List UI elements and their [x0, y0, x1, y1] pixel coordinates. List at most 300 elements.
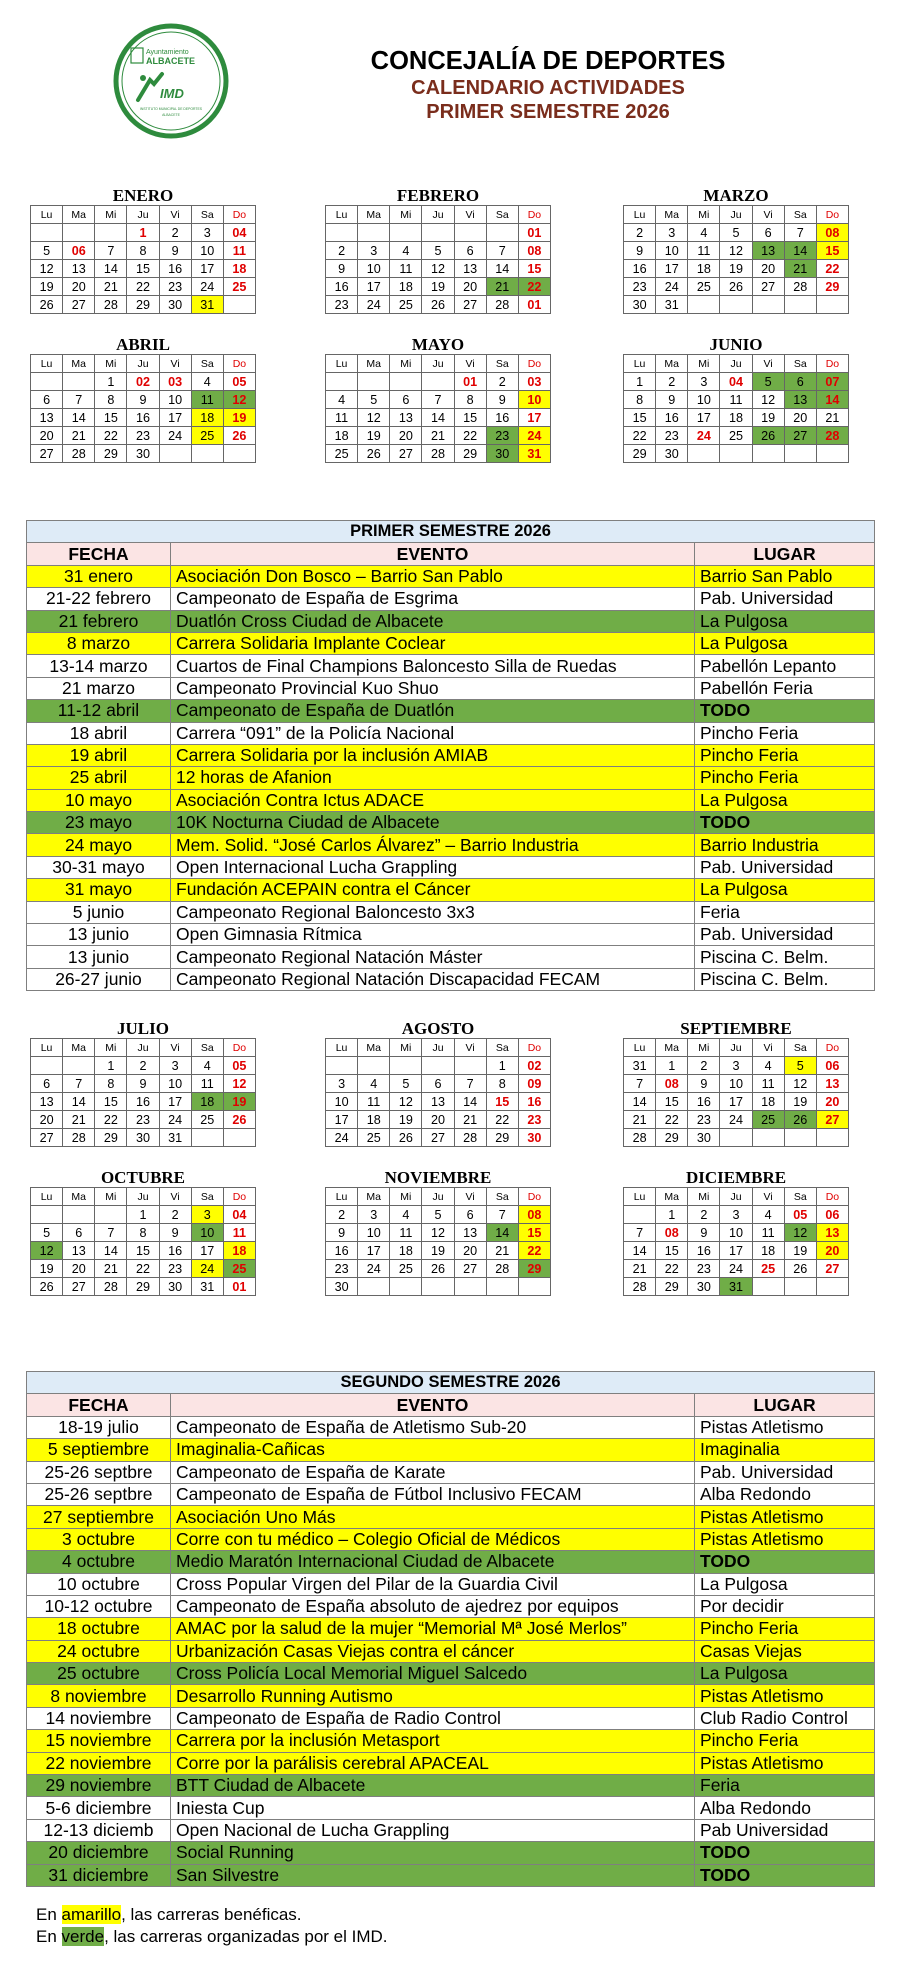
month-name: DICIEMBRE: [685, 1168, 787, 1187]
day-cell: 14: [816, 391, 848, 409]
day-cell: 12: [31, 1242, 63, 1260]
day-cell: 18: [223, 1242, 255, 1260]
day-cell: 21: [816, 409, 848, 427]
day-cell: [816, 1129, 848, 1147]
day-header: Ju: [127, 355, 159, 373]
day-cell: 11: [752, 1075, 784, 1093]
day-cell: 6: [422, 1075, 454, 1093]
day-cell: 17: [191, 260, 223, 278]
day-cell: 29: [656, 1129, 688, 1147]
day-cell: 08: [518, 1206, 550, 1224]
day-cell: 3: [191, 1206, 223, 1224]
column-header: EVENTO: [171, 1394, 695, 1416]
day-cell: 18: [191, 409, 223, 427]
table-row: [27, 1640, 875, 1662]
day-cell: 16: [159, 260, 191, 278]
cell-evento: Duatlón Cross Ciudad de Albacete: [171, 610, 695, 632]
day-cell: 30: [486, 445, 518, 463]
day-cell: 24: [191, 278, 223, 296]
month-name: FEBRERO: [396, 186, 480, 205]
day-cell: 20: [816, 1242, 848, 1260]
day-cell: 24: [159, 1111, 191, 1129]
day-cell: 6: [784, 373, 816, 391]
day-cell: 9: [127, 391, 159, 409]
day-cell: 15: [656, 1093, 688, 1111]
day-cell: 26: [31, 296, 63, 314]
cell-lugar: Pabellón Feria: [695, 677, 875, 699]
cell-evento: Campeonato de España absoluto de ajedrez por equipos: [171, 1595, 695, 1617]
day-cell: [784, 1129, 816, 1147]
day-cell: 23: [159, 278, 191, 296]
day-header: Do: [223, 355, 255, 373]
day-cell: 16: [656, 409, 688, 427]
day-cell: 30: [127, 1129, 159, 1147]
day-cell: 14: [454, 1093, 486, 1111]
day-cell: 4: [688, 224, 720, 242]
cell-evento: Cross Popular Virgen del Pilar de la Guardia Civil: [171, 1573, 695, 1595]
day-cell: 22: [127, 1260, 159, 1278]
day-cell: 13: [31, 409, 63, 427]
day-cell: 14: [624, 1242, 656, 1260]
day-cell: [63, 1206, 95, 1224]
day-cell: 25: [688, 278, 720, 296]
day-cell: 11: [752, 1224, 784, 1242]
day-cell: 15: [95, 1093, 127, 1111]
day-cell: 1: [127, 224, 159, 242]
day-cell: 5: [422, 1206, 454, 1224]
day-cell: 24: [358, 1260, 390, 1278]
day-cell: 21: [63, 427, 95, 445]
cell-fecha: 8 marzo: [27, 632, 171, 654]
day-cell: 22: [518, 1242, 550, 1260]
day-cell: 10: [191, 1224, 223, 1242]
day-cell: 5: [390, 1075, 422, 1093]
day-cell: 27: [63, 296, 95, 314]
day-header: Do: [223, 1039, 255, 1057]
day-cell: 23: [518, 1111, 550, 1129]
day-cell: 1: [656, 1057, 688, 1075]
day-cell: 11: [223, 242, 255, 260]
cell-fecha: 18 abril: [27, 722, 171, 744]
cell-evento: Campeonato Regional Natación Discapacidad FECAM: [171, 968, 695, 990]
day-cell: 7: [624, 1224, 656, 1242]
day-cell: 31: [656, 296, 688, 314]
cell-lugar: Club Radio Control: [695, 1707, 875, 1729]
day-cell: 1: [95, 1057, 127, 1075]
cell-evento: Corre por la parálisis cerebral APACEAL: [171, 1752, 695, 1774]
day-cell: 9: [326, 1224, 358, 1242]
cell-evento: BTT Ciudad de Albacete: [171, 1775, 695, 1797]
day-cell: 31: [159, 1129, 191, 1147]
column-header: FECHA: [27, 1394, 171, 1416]
day-cell: [191, 1129, 223, 1147]
day-cell: 27: [454, 1260, 486, 1278]
calendar-junio: [623, 336, 849, 463]
cell-lugar: Pistas Atletismo: [695, 1528, 875, 1550]
day-cell: 7: [454, 1075, 486, 1093]
day-cell: 21: [63, 1111, 95, 1129]
day-cell: 17: [326, 1111, 358, 1129]
cell-evento: Social Running: [171, 1842, 695, 1864]
day-cell: 15: [816, 242, 848, 260]
day-cell: 20: [454, 1242, 486, 1260]
logo-line3: IMD: [160, 86, 184, 101]
cell-fecha: 21 febrero: [27, 610, 171, 632]
day-header: Ma: [358, 1039, 390, 1057]
day-cell: 27: [784, 427, 816, 445]
day-cell: 02: [518, 1057, 550, 1075]
day-cell: 13: [63, 260, 95, 278]
day-cell: 25: [223, 1260, 255, 1278]
day-cell: 3: [358, 242, 390, 260]
day-header: Sa: [486, 355, 518, 373]
cell-evento: Campeonato de España de Atletismo Sub-20: [171, 1416, 695, 1438]
table-row: [27, 632, 875, 654]
day-cell: 7: [624, 1075, 656, 1093]
day-header: Vi: [752, 1188, 784, 1206]
day-cell: 25: [223, 278, 255, 296]
day-cell: 25: [390, 1260, 422, 1278]
cell-fecha: 25-26 septbre: [27, 1483, 171, 1505]
day-header: Sa: [486, 206, 518, 224]
day-cell: 08: [656, 1224, 688, 1242]
cell-fecha: 27 septiembre: [27, 1506, 171, 1528]
cell-evento: Campeonato de España de Esgrima: [171, 588, 695, 610]
day-cell: 9: [127, 1075, 159, 1093]
day-header: Mi: [390, 355, 422, 373]
day-cell: 20: [422, 1111, 454, 1129]
day-cell: 12: [31, 260, 63, 278]
day-cell: 28: [624, 1129, 656, 1147]
day-cell: 12: [784, 1075, 816, 1093]
day-cell: [816, 445, 848, 463]
day-cell: 12: [784, 1224, 816, 1242]
cell-evento: Campeonato de España de Karate: [171, 1461, 695, 1483]
day-cell: 3: [720, 1206, 752, 1224]
cell-lugar: Barrio Industria: [695, 834, 875, 856]
day-cell: 13: [454, 260, 486, 278]
cell-evento: Asociación Uno Más: [171, 1506, 695, 1528]
day-cell: 4: [358, 1075, 390, 1093]
table-row: [27, 677, 875, 699]
day-cell: 26: [784, 1260, 816, 1278]
cell-lugar: Feria: [695, 901, 875, 923]
day-cell: 04: [223, 224, 255, 242]
logo-line1: Ayuntamiento: [146, 49, 189, 56]
day-cell: 27: [422, 1129, 454, 1147]
day-cell: 30: [326, 1278, 358, 1296]
day-cell: 25: [390, 296, 422, 314]
day-cell: [223, 296, 255, 314]
cell-evento: Open Gimnasia Rítmica: [171, 924, 695, 946]
day-header: Vi: [752, 206, 784, 224]
cell-fecha: 10 mayo: [27, 789, 171, 811]
table-row: [27, 812, 875, 834]
day-header: Mi: [95, 1188, 127, 1206]
cell-lugar: Pincho Feria: [695, 722, 875, 744]
day-cell: 19: [784, 1093, 816, 1111]
day-cell: 14: [95, 1242, 127, 1260]
day-cell: 05: [223, 373, 255, 391]
calendar-octubre: [30, 1169, 256, 1296]
cell-evento: Campeonato Provincial Kuo Shuo: [171, 677, 695, 699]
day-cell: 3: [191, 224, 223, 242]
day-cell: 19: [31, 278, 63, 296]
day-cell: 2: [624, 224, 656, 242]
day-cell: 11: [191, 1075, 223, 1093]
cell-fecha: 31 mayo: [27, 879, 171, 901]
day-cell: 27: [31, 1129, 63, 1147]
day-cell: 18: [390, 278, 422, 296]
day-cell: 29: [95, 445, 127, 463]
month-name: MARZO: [703, 186, 769, 205]
day-cell: [358, 1278, 390, 1296]
day-cell: 7: [784, 224, 816, 242]
cell-lugar: Imaginalia: [695, 1439, 875, 1461]
page-header: [268, 46, 828, 124]
table-row: [27, 1416, 875, 1438]
day-cell: 27: [816, 1111, 848, 1129]
cell-lugar: Pab. Universidad: [695, 1461, 875, 1483]
day-header: Sa: [784, 1188, 816, 1206]
day-cell: 3: [358, 1206, 390, 1224]
day-cell: [31, 1206, 63, 1224]
day-cell: 28: [454, 1129, 486, 1147]
day-cell: 2: [159, 224, 191, 242]
day-cell: 28: [784, 278, 816, 296]
day-cell: 14: [95, 260, 127, 278]
day-header: Do: [518, 206, 550, 224]
day-header: Mi: [688, 1039, 720, 1057]
cell-lugar: La Pulgosa: [695, 632, 875, 654]
table-row: [27, 924, 875, 946]
day-cell: 18: [688, 260, 720, 278]
day-cell: 8: [486, 1075, 518, 1093]
day-cell: 21: [486, 1242, 518, 1260]
day-cell: 17: [358, 278, 390, 296]
day-cell: 12: [720, 242, 752, 260]
day-header: Sa: [191, 206, 223, 224]
day-cell: 22: [656, 1111, 688, 1129]
day-cell: 14: [486, 1224, 518, 1242]
cell-lugar: La Pulgosa: [695, 1573, 875, 1595]
cell-fecha: 20 diciembre: [27, 1842, 171, 1864]
day-cell: 5: [358, 391, 390, 409]
day-header: Mi: [688, 206, 720, 224]
cell-lugar: Piscina C. Belm.: [695, 946, 875, 968]
day-cell: 28: [63, 1129, 95, 1147]
day-cell: [63, 373, 95, 391]
day-cell: 20: [31, 427, 63, 445]
cell-fecha: 21 marzo: [27, 677, 171, 699]
table-row: [27, 1864, 875, 1886]
day-cell: 9: [159, 242, 191, 260]
table-row: [27, 1663, 875, 1685]
day-cell: 31: [624, 1057, 656, 1075]
day-header: Lu: [326, 355, 358, 373]
day-cell: 05: [784, 1206, 816, 1224]
cell-evento: Asociación Don Bosco – Barrio San Pablo: [171, 565, 695, 587]
day-cell: [31, 373, 63, 391]
cell-lugar: Pab. Universidad: [695, 588, 875, 610]
day-cell: 2: [688, 1057, 720, 1075]
day-cell: 16: [127, 1093, 159, 1111]
day-cell: 24: [358, 296, 390, 314]
day-cell: 23: [624, 278, 656, 296]
calendar-septiembre: [623, 1020, 849, 1147]
day-cell: 28: [422, 445, 454, 463]
day-cell: 15: [518, 1224, 550, 1242]
day-cell: 23: [127, 1111, 159, 1129]
day-cell: 11: [326, 409, 358, 427]
day-cell: [390, 1057, 422, 1075]
cell-lugar: Pab. Universidad: [695, 924, 875, 946]
day-cell: 10: [358, 1224, 390, 1242]
day-header: Vi: [159, 1039, 191, 1057]
day-cell: 13: [816, 1224, 848, 1242]
cell-fecha: 15 noviembre: [27, 1730, 171, 1752]
cell-evento: Imaginalia-Cañicas: [171, 1439, 695, 1461]
logo-line4: INSTITUTO MUNICIPAL DE DEPORTES: [139, 107, 203, 111]
day-cell: [390, 224, 422, 242]
day-cell: 30: [656, 445, 688, 463]
day-header: Sa: [486, 1188, 518, 1206]
cell-evento: Desarrollo Running Autismo: [171, 1685, 695, 1707]
day-cell: 12: [422, 260, 454, 278]
day-cell: 10: [326, 1093, 358, 1111]
table-row: [27, 946, 875, 968]
day-cell: 23: [486, 427, 518, 445]
day-header: Ju: [127, 206, 159, 224]
cell-fecha: 25-26 septbre: [27, 1461, 171, 1483]
day-cell: 12: [223, 391, 255, 409]
cell-lugar: Casas Viejas: [695, 1640, 875, 1662]
day-cell: 2: [326, 1206, 358, 1224]
day-cell: [326, 373, 358, 391]
cell-fecha: 30-31 mayo: [27, 856, 171, 878]
day-cell: 23: [688, 1111, 720, 1129]
day-cell: 30: [159, 1278, 191, 1296]
day-header: Vi: [752, 1039, 784, 1057]
day-cell: 2: [326, 242, 358, 260]
day-cell: 2: [159, 1206, 191, 1224]
day-cell: 21: [624, 1260, 656, 1278]
month-name: JUNIO: [709, 335, 763, 354]
day-cell: 19: [422, 1242, 454, 1260]
cell-evento: Medio Maratón Internacional Ciudad de Albacete: [171, 1551, 695, 1573]
legend-green: En verde, las carreras organizadas por el IMD.: [36, 1927, 388, 1946]
day-cell: [752, 1129, 784, 1147]
legend-yellow-swatch: amarillo: [61, 1905, 122, 1924]
table-row: [27, 1595, 875, 1617]
day-cell: 02: [127, 373, 159, 391]
day-cell: [720, 1129, 752, 1147]
day-cell: 18: [191, 1093, 223, 1111]
day-header: Lu: [624, 206, 656, 224]
day-cell: 26: [422, 1260, 454, 1278]
day-header: Ma: [656, 206, 688, 224]
day-header: Ma: [656, 1039, 688, 1057]
day-cell: 17: [518, 409, 550, 427]
day-cell: [454, 1278, 486, 1296]
day-cell: 25: [326, 445, 358, 463]
table-row: [27, 1797, 875, 1819]
day-cell: [816, 296, 848, 314]
cell-evento: Campeonato de España de Radio Control: [171, 1707, 695, 1729]
day-cell: 29: [486, 1129, 518, 1147]
day-header: Mi: [95, 206, 127, 224]
day-header: Sa: [191, 1039, 223, 1057]
day-header: Do: [223, 1188, 255, 1206]
day-cell: 24: [518, 427, 550, 445]
cell-fecha: 24 octubre: [27, 1640, 171, 1662]
day-header: Do: [518, 355, 550, 373]
day-cell: [159, 445, 191, 463]
day-cell: 26: [720, 278, 752, 296]
day-cell: 11: [191, 391, 223, 409]
day-cell: 1: [127, 1206, 159, 1224]
day-header: Ju: [720, 355, 752, 373]
day-cell: 01: [454, 373, 486, 391]
cell-fecha: 12-13 diciemb: [27, 1819, 171, 1841]
day-cell: 09: [518, 1075, 550, 1093]
day-cell: 15: [518, 260, 550, 278]
day-cell: 19: [422, 278, 454, 296]
day-cell: 4: [390, 1206, 422, 1224]
day-cell: [486, 1278, 518, 1296]
day-cell: [720, 296, 752, 314]
table-row: [27, 588, 875, 610]
day-cell: 6: [454, 242, 486, 260]
day-cell: 21: [784, 260, 816, 278]
cell-fecha: 4 octubre: [27, 1551, 171, 1573]
cell-fecha: 31 enero: [27, 565, 171, 587]
day-cell: 4: [191, 1057, 223, 1075]
table-row: [27, 968, 875, 990]
day-cell: 9: [656, 391, 688, 409]
day-cell: [63, 224, 95, 242]
day-header: Mi: [95, 355, 127, 373]
cell-lugar: Pistas Atletismo: [695, 1685, 875, 1707]
day-header: Lu: [624, 355, 656, 373]
calendar-enero: [30, 187, 256, 314]
day-header: Ma: [656, 1188, 688, 1206]
day-header: Mi: [688, 355, 720, 373]
day-header: Vi: [159, 206, 191, 224]
day-cell: 27: [31, 445, 63, 463]
cell-evento: San Silvestre: [171, 1864, 695, 1886]
day-cell: 16: [624, 260, 656, 278]
cell-lugar: Pincho Feria: [695, 767, 875, 789]
day-cell: 6: [31, 1075, 63, 1093]
day-cell: 29: [816, 278, 848, 296]
day-header: Do: [816, 1039, 848, 1057]
month-name: OCTUBRE: [100, 1168, 186, 1187]
day-cell: 10: [358, 260, 390, 278]
day-cell: 14: [63, 1093, 95, 1111]
day-cell: 12: [223, 1075, 255, 1093]
day-cell: [688, 445, 720, 463]
day-header: Mi: [688, 1188, 720, 1206]
day-cell: [358, 373, 390, 391]
day-cell: 30: [688, 1129, 720, 1147]
day-cell: 8: [454, 391, 486, 409]
day-cell: 29: [656, 1278, 688, 1296]
cell-evento: Campeonato de España de Fútbol Inclusivo FECAM: [171, 1483, 695, 1505]
day-header: Sa: [486, 1039, 518, 1057]
day-cell: 10: [159, 1075, 191, 1093]
day-cell: 20: [31, 1111, 63, 1129]
